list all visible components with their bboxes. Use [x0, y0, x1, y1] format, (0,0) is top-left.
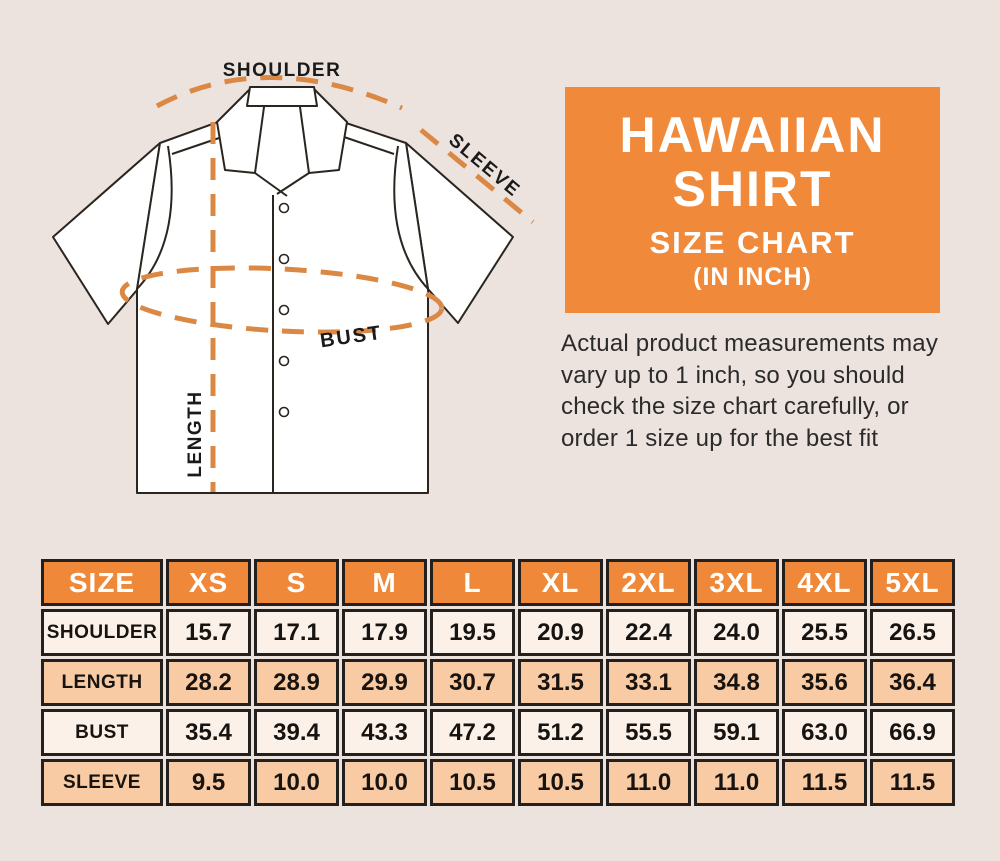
- cell: 59.1: [694, 709, 779, 756]
- table-row-sleeve: [41, 759, 955, 806]
- size-table-header-row: [41, 559, 955, 606]
- cell: 10.0: [254, 759, 339, 806]
- sleeve-label: SLEEVE: [444, 129, 525, 202]
- cell: 33.1: [606, 659, 691, 706]
- cell: 35.6: [782, 659, 867, 706]
- size-col-xl: XL: [518, 559, 603, 606]
- size-col-l: L: [430, 559, 515, 606]
- cell: 17.1: [254, 609, 339, 656]
- size-col-xs: XS: [166, 559, 251, 606]
- row-label: SLEEVE: [41, 759, 163, 806]
- table-row-length: [41, 659, 955, 706]
- cell: 11.0: [606, 759, 691, 806]
- cell: 35.4: [166, 709, 251, 756]
- cell: 19.5: [430, 609, 515, 656]
- cell: 26.5: [870, 609, 955, 656]
- size-header-cell: SIZE: [41, 559, 163, 606]
- cell: 63.0: [782, 709, 867, 756]
- measurement-note: Actual product measurements may vary up to 1 inch, so you should check the size chart carefully, or order 1 size up for the best fit: [561, 330, 939, 452]
- cell: 17.9: [342, 609, 427, 656]
- button: [280, 255, 289, 264]
- cell: 15.7: [166, 609, 251, 656]
- cell: 36.4: [870, 659, 955, 706]
- cell: 43.3: [342, 709, 427, 756]
- shirt-body: [137, 88, 428, 493]
- row-label: BUST: [41, 709, 163, 756]
- cell: 10.0: [342, 759, 427, 806]
- title-box: [565, 87, 940, 313]
- cell: 24.0: [694, 609, 779, 656]
- button: [280, 306, 289, 315]
- cell: 34.8: [694, 659, 779, 706]
- button: [280, 357, 289, 366]
- size-col-3xl: 3XL: [694, 559, 779, 606]
- size-col-5xl: 5XL: [870, 559, 955, 606]
- cell: 28.9: [254, 659, 339, 706]
- cell: 22.4: [606, 609, 691, 656]
- cell: 20.9: [518, 609, 603, 656]
- button: [280, 408, 289, 417]
- cell: 66.9: [870, 709, 955, 756]
- button: [280, 204, 289, 213]
- cell: 29.9: [342, 659, 427, 706]
- size-col-s: S: [254, 559, 339, 606]
- size-col-m: M: [342, 559, 427, 606]
- cell: 28.2: [166, 659, 251, 706]
- size-col-4xl: 4XL: [782, 559, 867, 606]
- cell: 11.0: [694, 759, 779, 806]
- cell: 10.5: [430, 759, 515, 806]
- cell: 47.2: [430, 709, 515, 756]
- size-col-2xl: 2XL: [606, 559, 691, 606]
- title-line-1: HAWAIIAN: [619, 107, 886, 163]
- cell: 10.5: [518, 759, 603, 806]
- cell: 39.4: [254, 709, 339, 756]
- cell: 55.5: [606, 709, 691, 756]
- table-row-shoulder: [41, 609, 955, 656]
- cell: 30.7: [430, 659, 515, 706]
- cell: 9.5: [166, 759, 251, 806]
- unit-note: (IN INCH): [693, 263, 812, 291]
- shoulder-label: SHOULDER: [222, 60, 342, 81]
- title-line-2: SHIRT: [672, 161, 833, 217]
- cell: 11.5: [782, 759, 867, 806]
- cell: 25.5: [782, 609, 867, 656]
- row-label: SHOULDER: [41, 609, 163, 656]
- subtitle: SIZE CHART: [649, 225, 856, 260]
- collar-stand: [247, 87, 317, 106]
- length-label: LENGTH: [185, 390, 206, 478]
- size-table: [38, 556, 958, 809]
- cell: 51.2: [518, 709, 603, 756]
- cell: 11.5: [870, 759, 955, 806]
- row-label: LENGTH: [41, 659, 163, 706]
- shirt-measurement-diagram: [0, 0, 560, 545]
- cell: 31.5: [518, 659, 603, 706]
- bust-label: BUST: [318, 321, 384, 353]
- table-row-bust: [41, 709, 955, 756]
